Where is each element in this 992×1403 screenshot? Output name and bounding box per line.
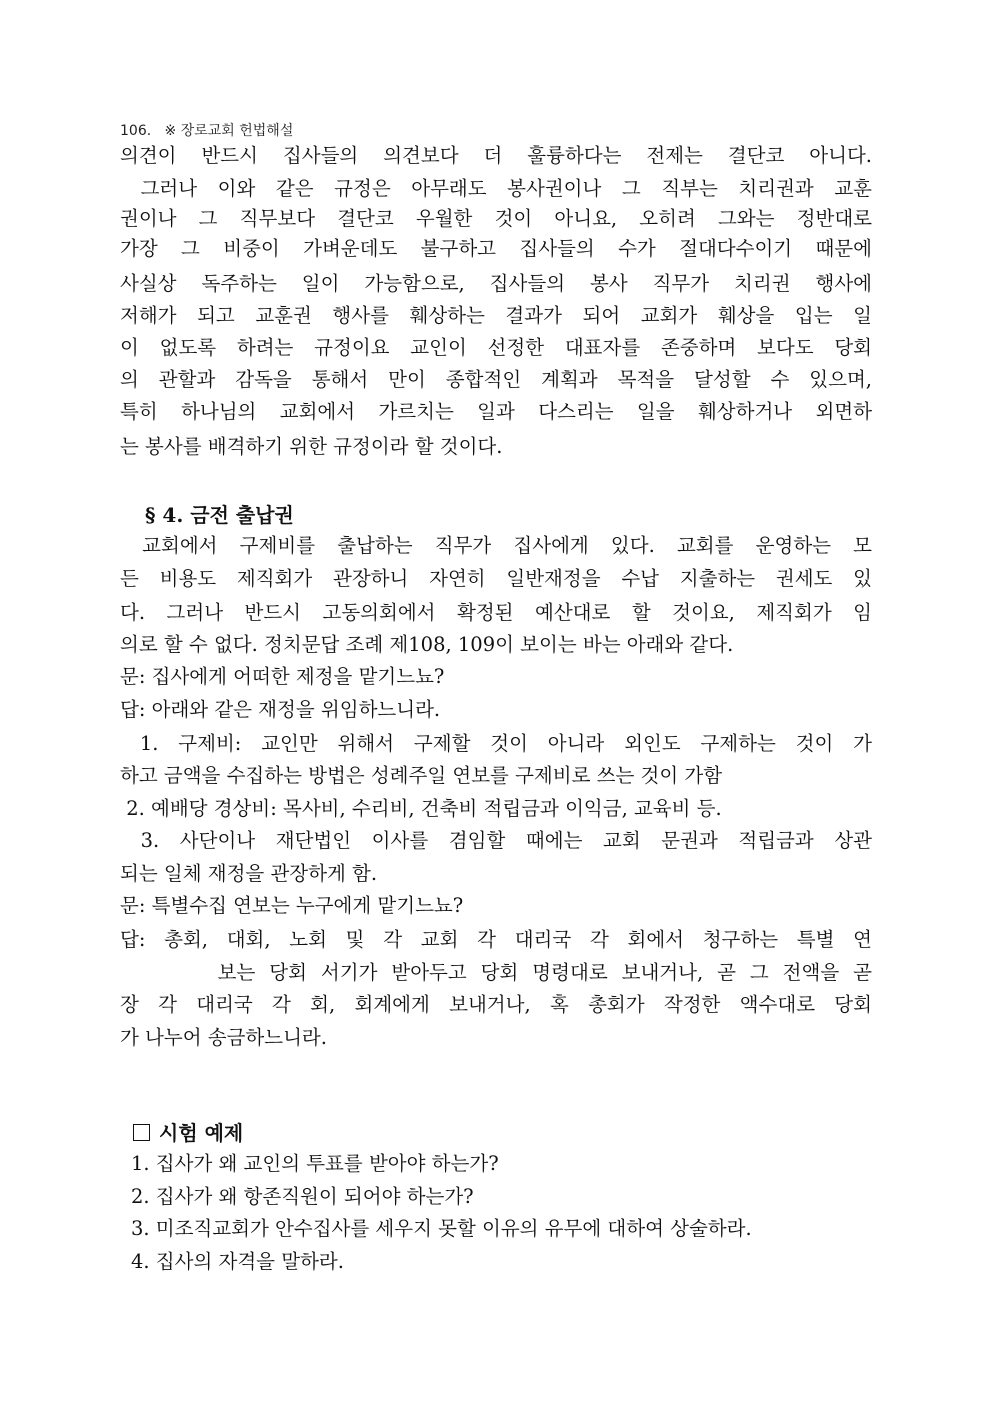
body-line: 가장 그 비중이 가벼운데도 불구하고 집사들의 수가 절대다수이기 때문에 [120, 237, 872, 260]
body-line: 이 없도록 하려는 규정이요 교인이 선정한 대표자를 존중하며 보다도 당회 [120, 336, 872, 359]
body-line: 그러나 이와 같은 규정은 아무래도 봉사권이나 그 직부는 치리권과 교훈 [120, 177, 872, 200]
running-title: ※ 장로교회 헌법해설 [164, 123, 294, 139]
body-line: 하고 금액을 수집하는 방법은 성례주일 연보를 구제비로 쓰는 것이 가함 [120, 764, 723, 787]
body-line: 되는 일체 재정을 관장하게 함. [120, 862, 378, 885]
page-header [120, 120, 293, 140]
exam-heading-text: 시험 예제 [159, 1121, 244, 1145]
body-line: 교회에서 구제비를 출납하는 직무가 집사에게 있다. 교회를 운영하는 모 [120, 534, 872, 557]
checkbox-square-icon [133, 1124, 150, 1141]
body-line: 든 비용도 제직회가 관장하니 자연히 일반재정을 수납 지출하는 권세도 있 [120, 567, 872, 590]
body-line: 보는 당회 서기가 받아두고 당회 명령대로 보내거나, 곧 그 전액을 곧 [120, 961, 872, 984]
exam-item: 4. 집사의 자격을 말하라. [131, 1250, 344, 1273]
list-item: 1. 구제비: 교인만 위해서 구제할 것이 아니라 외인도 구제하는 것이 가 [120, 732, 872, 755]
body-line: 사실상 독주하는 일이 가능함으로, 집사들의 봉사 직무가 치리권 행사에 [120, 272, 872, 295]
exam-item: 2. 집사가 왜 항존직원이 되어야 하는가? [131, 1185, 474, 1208]
section-heading: § 4. 금전 출납권 [145, 503, 294, 527]
list-item: 2. 예배당 경상비: 목사비, 수리비, 건축비 적립금과 이익금, 교육비 등. [120, 797, 722, 820]
body-line: 의 관할과 감독을 통해서 만이 종합적인 계획과 목적을 달성할 수 있으며, [120, 368, 872, 391]
body-line: 가 나누어 송금하느니라. [120, 1026, 327, 1049]
exam-item: 3. 미조직교회가 안수집사를 세우지 못할 이유의 유무에 대하여 상술하라. [131, 1217, 752, 1240]
body-line: 다. 그러나 반드시 고동의회에서 확정된 예산대로 할 것이요, 제직회가 임 [120, 601, 872, 624]
body-line: 의견이 반드시 집사들의 의견보다 더 훌륭하다는 전제는 결단코 아니다. [120, 144, 872, 167]
body-line: 의로 할 수 없다. 정치문답 조례 제108, 109이 보이는 바는 아래와 같다. [120, 633, 734, 656]
exam-heading [133, 1117, 243, 1146]
exam-item: 1. 집사가 왜 교인의 투표를 받아야 하는가? [131, 1152, 499, 1175]
body-line: 저해가 되고 교훈권 행사를 훼상하는 결과가 되어 교회가 훼상을 입는 일 [120, 304, 872, 327]
page-number: 106. [120, 123, 152, 139]
body-line: 는 봉사를 배격하기 위한 규정이라 할 것이다. [120, 435, 503, 458]
answer-line: 답: 아래와 같은 재정을 위임하느니라. [120, 698, 441, 721]
body-line: 권이나 그 직무보다 결단코 우월한 것이 아니요, 오히려 그와는 정반대로 [120, 207, 872, 230]
body-line: 특히 하나님의 교회에서 가르치는 일과 다스리는 일을 훼상하거나 외면하 [120, 400, 872, 423]
list-item: 3. 사단이나 재단법인 이사를 겸임할 때에는 교회 문권과 적립금과 상관 [120, 829, 872, 852]
question-line: 문: 집사에게 어떠한 제정을 맡기느뇨? [120, 665, 445, 688]
answer-line: 답: 총회, 대회, 노회 및 각 교회 각 대리국 각 회에서 청구하는 특별 연 [120, 928, 872, 951]
question-line: 문: 특별수집 연보는 누구에게 맡기느뇨? [120, 894, 464, 917]
body-line: 장 각 대리국 각 회, 회계에게 보내거나, 혹 총회가 작정한 액수대로 당회 [120, 993, 872, 1016]
